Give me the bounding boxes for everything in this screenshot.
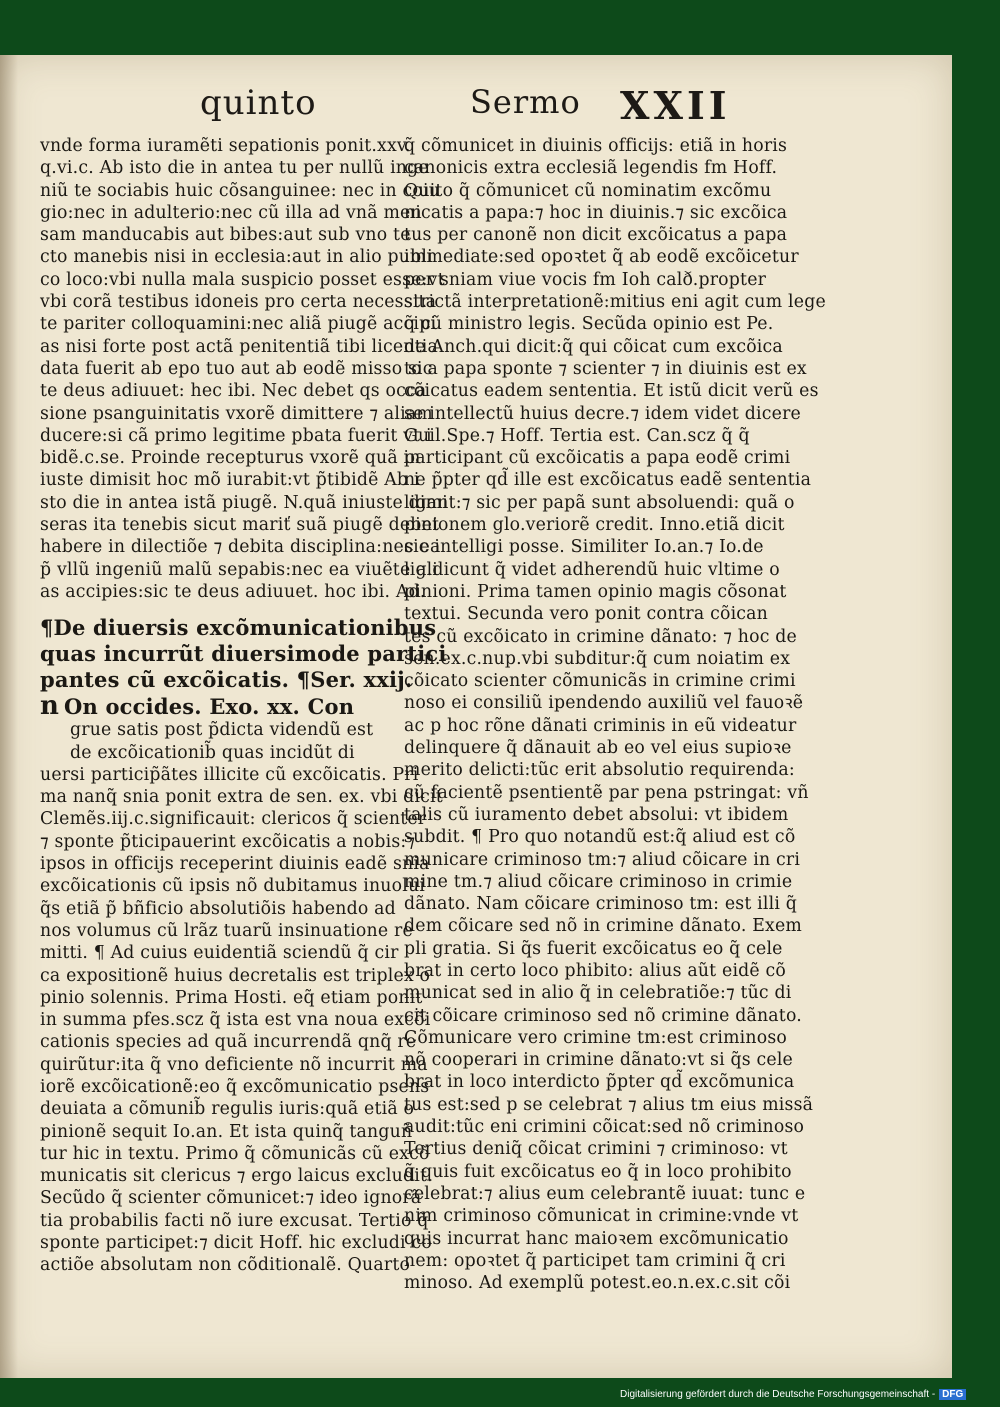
- right-text-column: [404, 135, 826, 1294]
- text-line: ligant:⁊ sic per papã sunt absoluendi: quã o: [404, 492, 795, 513]
- text-line: de Anch.qui dicit:q̃ qui cõicat cum excõica: [404, 336, 783, 357]
- text-line: habere in dilectiõe ⁊ debita disciplina:nec ea: [40, 537, 441, 558]
- text-line: per sniam viue vocis fm Ioh calð.propter: [404, 269, 767, 290]
- opening-text: On occides. Exo. xx. Con: [64, 694, 355, 720]
- text-line: iorẽ excõicationẽ:eo q̃ excõmunicatio psens: [40, 1076, 430, 1097]
- book-page: [0, 55, 952, 1378]
- text-line: sen.ex.c.nup.vbi subditur:q̃ cum noiatim ex: [404, 648, 791, 669]
- text-line: mitti. ¶ Ad cuius euidentiã sciendũ q̃ cir: [40, 943, 399, 964]
- text-line: brat in certo loco phibito: alius aũt eidẽ cõ: [404, 960, 787, 981]
- text-line: cũ facientẽ psentientẽ par pena pstringat: vñ: [404, 782, 809, 803]
- text-line: q.vi.c. Ab isto die in antea tu per nullũ inge: [40, 158, 429, 179]
- text-line: ducere:si cã primo legitime pbata fuerit vt i: [40, 425, 432, 446]
- text-line: strictã interpretationẽ:mitius eni agit cum lege: [404, 292, 826, 313]
- text-line: brat in loco interdicto p̃pter qd̃ excõmunica: [404, 1072, 795, 1093]
- text-line: niũ te sociabis huic cõsanguinee: nec in coiu: [40, 180, 441, 201]
- text-line: cto manebis nisi in ecclesia:aut in alio publi: [40, 247, 433, 268]
- text-line: cõicato scienter cõmunicãs in crimine crimi: [404, 671, 796, 692]
- text-line: tes cũ excõicato in crimine dãnato: ⁊ hoc de: [404, 626, 797, 647]
- text-line: subdit. ¶ Pro quo notandũ est:q̃ aliud est cõ: [404, 827, 796, 848]
- footer-text: Digitalisierung gefördert durch die Deutsche Forschungsgemeinschaft -: [620, 1389, 936, 1400]
- footer-credit: [620, 1389, 966, 1400]
- text-line: pinionẽ sequit Io.an. Et ista quinq̃ tanguñ: [40, 1121, 413, 1142]
- text-line: ⁊ sponte p̃ticipauerint excõicatis a nobis:⁊: [40, 831, 416, 852]
- text-line: merito delicti:tũc erit absolutio requirenda:: [404, 760, 795, 781]
- text-line: nõ cooperari in crimine dãnato:vt si q̃s cele: [404, 1050, 793, 1071]
- text-line: quis incurrat hanc maioꝛem excõmunicatio: [404, 1228, 789, 1249]
- section-heading-line: pantes cũ excõicatis. ¶Ser. xxij.: [40, 667, 413, 693]
- text-line: participant cũ excõicatis a papa eodẽ crimi: [404, 448, 791, 469]
- text-line: p̃ vllũ ingeniũ malũ sepabis:nec ea viuẽte ali: [40, 559, 439, 580]
- text-line: se intellectũ huius decre.⁊ idem videt dicere: [404, 403, 801, 424]
- text-line: q̃s etiã p̃ bñficio absolutiõis habendo ad: [40, 898, 396, 919]
- text-line: cationis species ad quã incurrendã qnq̃ re: [40, 1032, 417, 1053]
- text-line: textui. Secunda vero ponit contra cõican: [404, 604, 769, 625]
- text-line: ne p̃pter qd̃ ille est excõicatus eadẽ sententia: [404, 470, 812, 491]
- left-text-column: [40, 135, 448, 1277]
- text-line: sponte participet:⁊ dicit Hoff. hic excludi co: [40, 1233, 432, 1254]
- text-line: ipsos in officijs receperint diuinis eadẽ snia: [40, 854, 430, 875]
- text-line: ca expositionẽ huius decretalis est triplex o: [40, 965, 431, 986]
- text-line: to a papa sponte ⁊ scienter ⁊ in diuinis est ex: [404, 358, 807, 379]
- drop-cap: n: [40, 691, 60, 722]
- text-line: sione psanguinitatis vxorẽ dimittere ⁊ aliam: [40, 403, 433, 424]
- text-line: excõicationis cũ ipsis nõ dubitamus inuolui: [40, 876, 426, 897]
- text-line: municatis sit clericus ⁊ ergo laicus excludit.: [40, 1166, 433, 1187]
- text-line: iuste dimisit hoc mõ iurabit:vt p̃tibidẽ Ab i: [40, 470, 420, 491]
- text-line: q̃ cũ ministro legis. Secũda opinio est Pe.: [404, 314, 774, 335]
- text-line: vnde forma iuramẽti sepationis ponit.xxv.: [40, 136, 411, 156]
- text-line: sam manducabis aut bibes:aut sub vno te: [40, 225, 411, 246]
- text-line: pinionem glo.veriorẽ credit. Inno.etiã dicit: [404, 515, 785, 536]
- text-line: municat sed in alio q̃ in celebratiõe:⁊ tũc di: [404, 983, 792, 1004]
- text-line: nicatis a papa:⁊ hoc in diuinis.⁊ sic excõica: [404, 202, 788, 223]
- text-line: co loco:vbi nulla mala suspicio posset esse:vt: [40, 269, 445, 290]
- text-line: tur hic in textu. Primo q̃ cõmunicãs cũ excõ: [40, 1143, 430, 1164]
- text-line: in summa pfes.scz q̃ ista est vna noua excõi: [40, 1010, 431, 1031]
- text-line: te deus adiuuet: hec ibi. Nec debet qs occa: [40, 381, 427, 402]
- gutter-shadow: [0, 55, 18, 1378]
- dfg-logo: DFG: [939, 1389, 966, 1400]
- text-line: Secũdo q̃ scienter cõmunicet:⁊ ideo ignorã: [40, 1188, 422, 1209]
- text-line: te pariter colloquamini:nec aliã piugẽ accipi: [40, 314, 437, 335]
- running-head-left: quinto: [200, 83, 317, 123]
- text-line: data fuerit ab epo tuo aut ab eodẽ misso sic: [40, 358, 433, 379]
- text-line: celebrat:⁊ alius eum celebrantẽ iuuat: tunc e: [404, 1183, 806, 1204]
- text-line: dãnato. Nam cõicare criminoso tm: est illi q̃: [404, 894, 798, 915]
- text-line: actiõe absolutam non cõditionalẽ. Quarto: [40, 1255, 411, 1276]
- text-line: cit cõicare criminoso sed nõ crimine dãnato.: [404, 1005, 802, 1026]
- text-line: mine tm.⁊ aliud cõicare criminoso in crimie: [404, 871, 793, 892]
- text-line: Cõmunicare vero crimine tm:est criminoso: [404, 1027, 788, 1048]
- text-line: cõicatus eadem sententia. Et istũ dicit verũ es: [404, 381, 819, 402]
- text-line: nim criminoso cõmunicat in crimine:vnde vt: [404, 1206, 799, 1227]
- text-line: tia probabilis facti nõ iure excusat. Tertio q̃: [40, 1210, 429, 1231]
- text-line: seras ita tenebis sicut mariť suã piugẽ debet: [40, 515, 440, 536]
- text-line: Quito q̃ cõmunicet cũ nominatim excõmu: [404, 180, 772, 201]
- text-line: ac p hoc rõne dãnati criminis in eũ videatur: [404, 715, 797, 736]
- text-line: bidẽ.c.se. Proinde recepturus vxorẽ quã in: [40, 448, 421, 469]
- text-line: immediate:sed opoꝛtet q̃ ab eodẽ excõicetur: [404, 247, 799, 268]
- text-line: talis cũ iuramento debet absolui: vt ibidem: [404, 804, 789, 825]
- text-line: as nisi forte post actã penitentiã tibi licentia: [40, 336, 438, 357]
- text-line: pinio solennis. Prima Hosti. eq̃ etiam ponit: [40, 987, 423, 1008]
- text-line: pli gratia. Si q̃s fuerit excõicatus eo q̃ cele: [404, 938, 783, 959]
- text-line: grue satis post p̃dicta videndũ est: [70, 720, 374, 741]
- text-line: noso ei consiliũ ipendendo auxiliũ vel fauoꝛẽ: [404, 693, 804, 714]
- section-heading-line: quas incurrũt diuersimode partici: [40, 641, 447, 667]
- text-line: municare criminoso tm:⁊ aliud cõicare in cri: [404, 849, 801, 870]
- text-line: q̃ cõmunicet in diuinis officijs: etiã in horis: [404, 136, 788, 156]
- text-line: nos volumus cũ lrãz tuarũ insinuatione re: [40, 920, 413, 941]
- text-line: canonicis extra ecclesiã legendis fm Hoff.: [404, 158, 778, 179]
- text-line: minoso. Ad exemplũ potest.eo.n.ex.c.sit cõi: [404, 1273, 791, 1294]
- text-line: deuiata a cõmunib̃ regulis iuris:quã etiã o: [40, 1099, 415, 1120]
- text-line: sto die in antea istã piugẽ. N.quã iniuste dimi: [40, 492, 448, 513]
- text-line: audit:tũc eni crimini cõicat:sed nõ criminoso: [404, 1117, 805, 1138]
- text-line: quirũtur:ita q̃ vno deficiente nõ incurrit ma: [40, 1054, 428, 1075]
- text-line: sic intelligi posse. Similiter Io.an.⁊ Io.de: [404, 537, 764, 558]
- text-line: uersi particip̃ãtes illicite cũ excõicatis. Pri: [40, 764, 419, 785]
- running-head-center: Sermo: [470, 83, 581, 121]
- section-opening-line: [40, 691, 398, 722]
- text-line: dem cõicare sed nõ in crimine dãnato. Exem: [404, 916, 803, 937]
- text-line: de excõicationib̃ quas incidũt di: [70, 742, 355, 763]
- text-line: tus est:sed p se celebrat ⁊ alius tm eius missã: [404, 1094, 814, 1115]
- text-line: ma nanq̃ snia ponit extra de sen. ex. vbi dicit: [40, 787, 443, 808]
- text-line: nem: opoꝛtet q̃ participet tam crimini q̃ cri: [404, 1250, 786, 1271]
- text-line: delinquere q̃ dãnauit ab eo vel eius supioꝛe: [404, 738, 792, 759]
- text-line: tus per canonẽ non dicit excõicatus a papa: [404, 225, 788, 246]
- text-line: q̃ quis fuit excõicatus eo q̃ in loco prohibito: [404, 1161, 792, 1182]
- text-line: Guil.Spe.⁊ Hoff. Tertia est. Can.scz q̃ q̃: [404, 425, 750, 446]
- text-line: as accipies:sic te deus adiuuet. hoc ibi. Ad.: [40, 581, 426, 602]
- text-line: Clemẽs.iij.c.significauit: clericos q̃ scienter: [40, 809, 427, 830]
- text-line: lig.dicunt q̃ videt adherendũ huic vltime o: [404, 559, 780, 580]
- running-head-right: XXII: [620, 83, 731, 128]
- text-line: Tertius deniq̃ cõicat crimini ⁊ criminoso: vt: [404, 1139, 788, 1160]
- text-line: gio:nec in adulterio:nec cũ illa ad vnã men: [40, 202, 422, 223]
- section-gap: [40, 603, 398, 615]
- text-line: pinioni. Prima tamen opinio magis cõsonat: [404, 581, 787, 602]
- text-line: vbi corã testibus idoneis pro certa necessita: [40, 292, 437, 313]
- section-heading-line: ¶De diuersis excõmunicationibus: [40, 615, 437, 641]
